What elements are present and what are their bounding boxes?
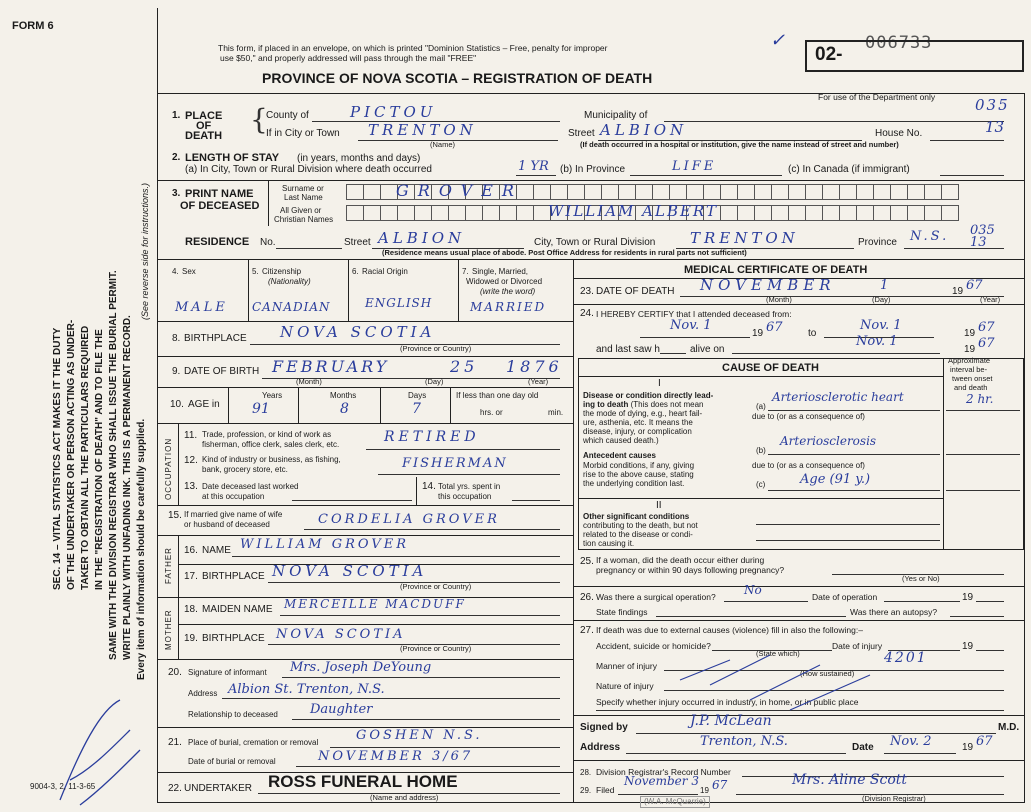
page-title: PROVINCE OF NOVA SCOTIA – REGISTRATION OF DEATH: [262, 70, 653, 86]
undertaker-value: ROSS FUNERAL HOME: [268, 772, 458, 791]
side-note-3: TAKER TO OBTAIN ALL THE PARTICULARS REQUIRED: [80, 325, 91, 590]
state-which-sublabel: (State which): [756, 649, 800, 658]
manner-injury-label: Manner of injury: [596, 661, 657, 671]
date-operation-label: Date of operation: [812, 592, 878, 602]
total-years-label-1: Total yrs. spent in: [438, 482, 501, 491]
given-names-value: WILLIAM ALBERT: [548, 202, 718, 220]
marital-label-2: Widowed or Divorced: [466, 277, 543, 286]
registration-number-box: [805, 40, 1024, 72]
roman-one: I: [658, 378, 661, 389]
death-month-sublabel: (Month): [766, 295, 792, 304]
item-12-number: 12.: [184, 455, 198, 466]
trade-value: RETIRED: [384, 429, 480, 445]
external-causes-label: If death was due to external causes (violence) fill in also the following:–: [596, 625, 863, 635]
cause-a-label: (a): [756, 402, 766, 411]
woman-label-2: pregnancy or within 90 days following pregnancy?: [596, 565, 785, 575]
death-year-prefix: 19: [952, 286, 964, 297]
dob-day-value: 25: [450, 357, 479, 376]
surgical-label: Was there a surgical operation?: [596, 592, 716, 602]
autopsy-label: Was there an autopsy?: [850, 607, 938, 617]
informant-value: Mrs. Joseph DeYoung: [290, 660, 432, 675]
other-2: contributing to the death, but not: [583, 521, 698, 530]
item-22-number: 22.: [168, 783, 182, 794]
item-18-number: 18.: [184, 604, 198, 615]
residence-note: (Residence means usual place of abode. Post Office Address for residents in rural parts not sufficient): [382, 248, 747, 257]
attended-from-yr-prefix: 19: [752, 328, 764, 339]
medical-certificate-title: MEDICAL CERTIFICATE OF DEATH: [684, 264, 868, 276]
to-label: to: [808, 328, 817, 339]
attended-from-yr-value: 67: [766, 320, 783, 335]
item-5-number: 5.: [252, 267, 259, 276]
item-3-number: 3.: [172, 188, 181, 199]
province-country-sublabel-19: (Province or Country): [400, 644, 472, 653]
death-year-sublabel: (Year): [980, 295, 1001, 304]
spouse-label-1: If married give name of wife: [184, 510, 283, 519]
mother-maiden-value: MERCEILLE MACDUFF: [284, 597, 466, 611]
cause-direct-7: which caused death.): [583, 436, 659, 445]
age-years-value: 91: [252, 401, 270, 417]
side-note-1: SEC. 14 – VITAL STATISTICS ACT MAKES IT THE DUTY: [52, 327, 63, 590]
md-date-label: Date: [852, 742, 874, 753]
father-name-label: NAME: [202, 545, 231, 556]
county-label: County of: [266, 110, 309, 121]
woman-label-1: If a woman, did the death occur either during: [596, 555, 765, 565]
last-seen-yr-value: 67: [978, 336, 995, 351]
last-seen-value: Nov. 1: [856, 334, 898, 349]
alive-on-label: alive on: [690, 344, 725, 355]
other-1: Other significant conditions: [583, 512, 690, 521]
citizenship-label: Citizenship: [262, 267, 302, 276]
age-months-value: 8: [340, 401, 349, 417]
signed-by-value: J.P. McLean: [690, 713, 772, 729]
antecedent-3: rise to the above cause, stating: [583, 470, 694, 479]
last-saw-label: and last saw h: [596, 344, 660, 355]
house-no-value: 13: [985, 118, 1005, 136]
attended-to-yr-prefix: 19: [964, 328, 976, 339]
city-label: If in City or Town: [266, 128, 340, 139]
item-27-number: 27.: [580, 625, 594, 636]
racial-value: ENGLISH: [365, 296, 433, 310]
filed-yr-value: 67: [712, 778, 728, 792]
birthplace-value: NOVA SCOTIA: [280, 323, 436, 341]
spouse-label-2: or husband of deceased: [184, 520, 270, 529]
md-date-yr-prefix: 19: [962, 742, 974, 753]
mother-vertical-label: MOTHER: [164, 609, 173, 650]
relationship-label: Relationship to deceased: [188, 710, 278, 719]
item-24-number: 24.: [580, 308, 594, 319]
all-given-label: All Given or: [280, 206, 322, 215]
residence-no-label: No.: [260, 237, 276, 248]
name-address-sublabel: (Name and address): [370, 793, 439, 802]
specify-label: Specify whether injury occurred in industry, in home, or in public place: [596, 697, 859, 707]
division-registrar-sublabel: (Division Registrar): [862, 794, 926, 803]
christian-names-label: Christian Names: [274, 215, 334, 224]
item-7-number: 7.: [462, 267, 469, 276]
trade-label-2: fisherman, office clerk, sales clerk, etc.: [202, 440, 340, 449]
cause-of-death-title: CAUSE OF DEATH: [722, 362, 819, 374]
cause-c-label: (c): [756, 480, 766, 489]
yes-no-sublabel: (Yes or No): [902, 574, 940, 583]
of-label: OF: [196, 120, 212, 132]
side-note-4: IN THE "REGISTRATION OF DEATH" AND TO FILE THE: [94, 329, 105, 590]
roman-two: II: [656, 500, 662, 511]
item-14-number: 14.: [422, 481, 436, 492]
approx-label-1: Approximate: [948, 356, 991, 365]
scribble-mark: [40, 690, 150, 810]
md-address-label: Address: [580, 742, 621, 753]
accident-label: Accident, suicide or homicide?: [596, 641, 711, 651]
due-to-label-2: due to (or as a consequence of): [752, 461, 865, 470]
months-label: Months: [330, 391, 357, 400]
municipality-code: 035: [975, 96, 1010, 114]
length-sublabel: (in years, months and days): [297, 153, 421, 164]
street-value: ALBION: [600, 121, 688, 139]
last-worked-label-1: Date deceased last worked: [202, 482, 299, 491]
surname-label: Surname or: [282, 184, 324, 193]
place-label: PLACE: [185, 110, 223, 122]
side-note-2: OF THE UNDERTAKER OR PERSON ACTING AS UNDER-: [66, 319, 77, 590]
cause-direct-1: Disease or condition directly lead-: [583, 391, 714, 400]
state-findings-label: State findings: [596, 607, 648, 617]
cause-direct-3: (This does not mean: [630, 400, 704, 409]
occupation-vertical-label: OCCUPATION: [164, 437, 173, 500]
death-day-sublabel: (Day): [872, 295, 891, 304]
how-sustained-sublabel: (How sustained): [800, 669, 855, 678]
birthplace-label: BIRTHPLACE: [184, 333, 247, 344]
burial-place-label: Place of burial, cremation or removal: [188, 738, 319, 747]
form-number: FORM 6: [12, 20, 54, 32]
surgical-value: No: [744, 583, 762, 597]
house-no-label: House No.: [875, 128, 923, 139]
days-label: Days: [408, 391, 427, 400]
nature-injury-label: Nature of injury: [596, 681, 654, 691]
item-26-number: 26.: [580, 592, 594, 603]
dob-year-sublabel: (Year): [528, 377, 549, 386]
death-month-value: NOVEMBER: [700, 276, 836, 294]
min-label: min.: [548, 408, 564, 417]
cause-direct-5: ure, asthenia, etc. It means the: [583, 418, 693, 427]
last-seen-yr-prefix: 19: [964, 344, 976, 355]
attended-from-value: Nov. 1: [670, 318, 712, 333]
md-date-value: Nov. 2: [890, 734, 932, 749]
municipality-label: Municipality of: [584, 110, 648, 121]
side-note-6: WRITE PLAINLY WITH UNFADING INK. THIS IS A PERMANENT RECORD.: [122, 315, 133, 660]
approx-label-2: interval be-: [950, 365, 988, 374]
other-4: tion causing it.: [583, 539, 635, 548]
industry-label-1: Kind of industry or business, as fishing,: [202, 455, 341, 464]
hrs-or-label: hrs. or: [480, 408, 503, 417]
date-injury-label: Date of injury: [832, 641, 883, 651]
cause-a-value: Arteriosclerotic heart: [772, 390, 904, 404]
department-use-label: For use of the Department only: [818, 92, 936, 102]
cause-a-interval: 2 hr.: [966, 392, 994, 406]
signed-by-label: Signed by: [580, 722, 628, 733]
side-note-8: (See reverse side for instructions.): [140, 182, 150, 320]
province-country-sublabel-8: (Province or Country): [400, 344, 472, 353]
item-21-number: 21.: [168, 737, 182, 748]
cause-c-value: Age (91 y.): [800, 472, 871, 487]
cause-b-label: (b): [756, 446, 766, 455]
md-address-value: Trenton, N.S.: [700, 734, 788, 749]
trade-label-1: Trade, profession, or kind of work as: [202, 430, 332, 439]
item-10-number: 10.: [170, 399, 184, 410]
age-days-value: 7: [412, 401, 421, 417]
relationship-value: Daughter: [310, 702, 373, 717]
item-1-number: 1.: [172, 110, 181, 121]
print-name-label: PRINT NAME: [185, 188, 254, 200]
age-in-label: AGE in: [188, 399, 220, 410]
footer-code: 9004-3, 2, 11-3-65: [30, 782, 96, 791]
residence-street-label: Street: [344, 237, 371, 248]
dob-month-sublabel: (Month): [296, 377, 322, 386]
item-15-number: 15.: [168, 510, 182, 521]
burial-date-value: NOVEMBER 3/67: [318, 749, 474, 764]
item-23-number: 23.: [580, 286, 594, 297]
last-name-label: Last Name: [284, 193, 323, 202]
md-label: M.D.: [998, 722, 1020, 733]
residence-code: 035 13: [970, 223, 995, 250]
item-16-number: 16.: [184, 545, 198, 556]
registration-number: 006733: [865, 33, 933, 53]
residence-street-value: ALBION: [378, 229, 466, 247]
approx-label-3: tween onset: [952, 374, 993, 383]
death-day-value: 1: [880, 278, 889, 293]
less-than-day-label: If less than one day old: [456, 391, 539, 400]
item-29-number: 29.: [580, 786, 592, 795]
item-8-number: 8.: [172, 333, 181, 344]
date-of-death-label: DATE OF DEATH: [596, 286, 675, 297]
filed-label: Filed: [596, 785, 615, 795]
spouse-value: CORDELIA GROVER: [318, 512, 500, 527]
burial-date-label: Date of burial or removal: [188, 757, 276, 766]
mother-birthplace-label: BIRTHPLACE: [202, 633, 265, 644]
nationality-label: (Nationality): [268, 277, 311, 286]
residence-city-value: TRENTON: [690, 229, 799, 247]
name-sublabel: (Name): [430, 140, 456, 149]
attended-to-value: Nov. 1: [860, 318, 902, 333]
item-13-number: 13.: [184, 481, 198, 492]
length-of-stay-label: LENGTH OF STAY: [185, 152, 280, 164]
city-value: TRENTON: [368, 121, 477, 139]
sex-value: MALE: [175, 300, 228, 315]
item-2-number: 2.: [172, 152, 181, 163]
surname-value: GROVER: [396, 181, 523, 200]
residence-city-label: City, Town or Rural Division: [534, 237, 656, 248]
maiden-name-label: MAIDEN NAME: [202, 604, 273, 615]
item-11-number: 11.: [184, 430, 198, 441]
mail-notice-line2: use $50," and properly addressed will pass through the mail "FREE": [220, 53, 477, 63]
strike-lines: [670, 640, 900, 720]
informant-address-value: Albion St. Trenton, N.S.: [228, 682, 385, 697]
injury-yr-prefix: 19: [962, 641, 974, 652]
father-birthplace-value: NOVA SCOTIA: [272, 562, 428, 580]
informant-address-label: Address: [188, 689, 218, 698]
registration-prefix: 02-: [815, 44, 843, 65]
residence-province-value: N.S.: [910, 229, 950, 244]
operation-yr-prefix: 19: [962, 592, 974, 603]
stay-a-label: (a) In City, Town or Rural Division where death occurred: [185, 164, 432, 175]
father-birthplace-label: BIRTHPLACE: [202, 571, 265, 582]
last-worked-label-2: at this occupation: [202, 492, 265, 501]
street-label: Street: [568, 128, 595, 139]
check-mark: ✓: [770, 30, 786, 51]
dob-day-sublabel: (Day): [425, 377, 444, 386]
cause-direct-2: ing to death: [583, 400, 629, 409]
due-to-label-1: due to (or as a consequence of): [752, 412, 865, 421]
marital-label-3: (write the word): [480, 287, 536, 296]
item-28-number: 28.: [580, 768, 592, 777]
antecedent-4: the underlying condition last.: [583, 479, 685, 488]
division-record-label: Division Registrar's Record Number: [596, 767, 731, 777]
undertaker-label: UNDERTAKER: [184, 783, 252, 794]
filed-date-value: November 3: [624, 774, 699, 788]
filed-yr-prefix: 19: [700, 786, 709, 795]
mail-notice-line1: This form, if placed in an envelope, on which is printed "Dominion Statistics – Free, penalty for improper: [218, 43, 608, 53]
sex-label: Sex: [182, 267, 196, 276]
antecedent-2: Morbid conditions, if any, giving: [583, 461, 695, 470]
stay-a-value: 1 YR: [518, 159, 549, 174]
dob-year-value: 1876: [506, 357, 563, 376]
father-vertical-label: FATHER: [164, 547, 173, 584]
industry-value: FISHERMAN: [402, 456, 508, 471]
stay-b-value: LIFE: [672, 159, 717, 174]
dob-label: DATE OF BIRTH: [184, 366, 260, 377]
cause-direct-6: disease, injury, or complication: [583, 427, 692, 436]
residence-province-label: Province: [858, 237, 897, 248]
hospital-note: (If death occurred in a hospital or institution, give the name instead of street and number): [580, 140, 899, 149]
certify-label: I HEREBY CERTIFY that I attended deceased from:: [596, 309, 792, 319]
stay-c-label: (c) In Canada (if immigrant): [788, 164, 910, 175]
registrar-signature: Mrs. Aline Scott: [792, 772, 908, 788]
citizenship-value: CANADIAN: [252, 300, 331, 314]
other-3: related to the disease or condi-: [583, 530, 693, 539]
burial-place-value: GOSHEN N.S.: [356, 728, 483, 743]
marital-label-1: Single, Married,: [472, 267, 529, 276]
industry-label-2: bank, grocery store, etc.: [202, 465, 288, 474]
item-17-number: 17.: [184, 571, 198, 582]
years-label: Years: [262, 391, 283, 400]
death-label: DEATH: [185, 130, 223, 142]
item-9-number: 9.: [172, 366, 181, 377]
md-date-yr-value: 67: [976, 734, 993, 749]
stay-b-label: (b) In Province: [560, 164, 626, 175]
of-deceased-label: OF DECEASED: [180, 200, 260, 212]
marital-value: MARRIED: [470, 300, 547, 314]
mother-birthplace-value: NOVA SCOTIA: [276, 627, 406, 642]
father-name-value: WILLIAM GROVER: [240, 537, 409, 552]
informant-signature-label: Signature of informant: [188, 668, 267, 677]
cause-direct-4: the mode of dying, e.g., heart fail-: [583, 409, 703, 418]
item-6-number: 6.: [352, 267, 359, 276]
county-value: PICTOU: [350, 103, 437, 121]
total-years-label-2: this occupation: [438, 492, 492, 501]
racial-origin-label: Racial Origin: [362, 267, 408, 276]
antecedent-1: Antecedent causes: [583, 451, 656, 460]
death-year-value: 67: [966, 278, 983, 293]
dob-month-value: FEBRUARY: [272, 357, 390, 376]
side-note-7: Every item of information should be carefully supplied.: [136, 418, 147, 680]
code-4201: 4201: [884, 650, 928, 666]
item-4-number: 4.: [172, 267, 179, 276]
item-20-number: 20.: [168, 667, 182, 678]
attended-to-yr-value: 67: [978, 320, 995, 335]
approx-label-4: and death: [954, 383, 988, 392]
item-19-number: 19.: [184, 633, 198, 644]
side-note-5: SAME WITH THE DIVISION REGISTRAR WHO SHALL ISSUE THE BURIAL PERMIT.: [108, 270, 119, 660]
residence-label: RESIDENCE: [185, 236, 250, 248]
filed-stamp: (W.A. McQuarrie): [640, 796, 710, 808]
item-25-number: 25.: [580, 556, 594, 567]
cause-b-value: Arteriosclerosis: [780, 434, 877, 448]
province-country-sublabel-17: (Province or Country): [400, 582, 472, 591]
